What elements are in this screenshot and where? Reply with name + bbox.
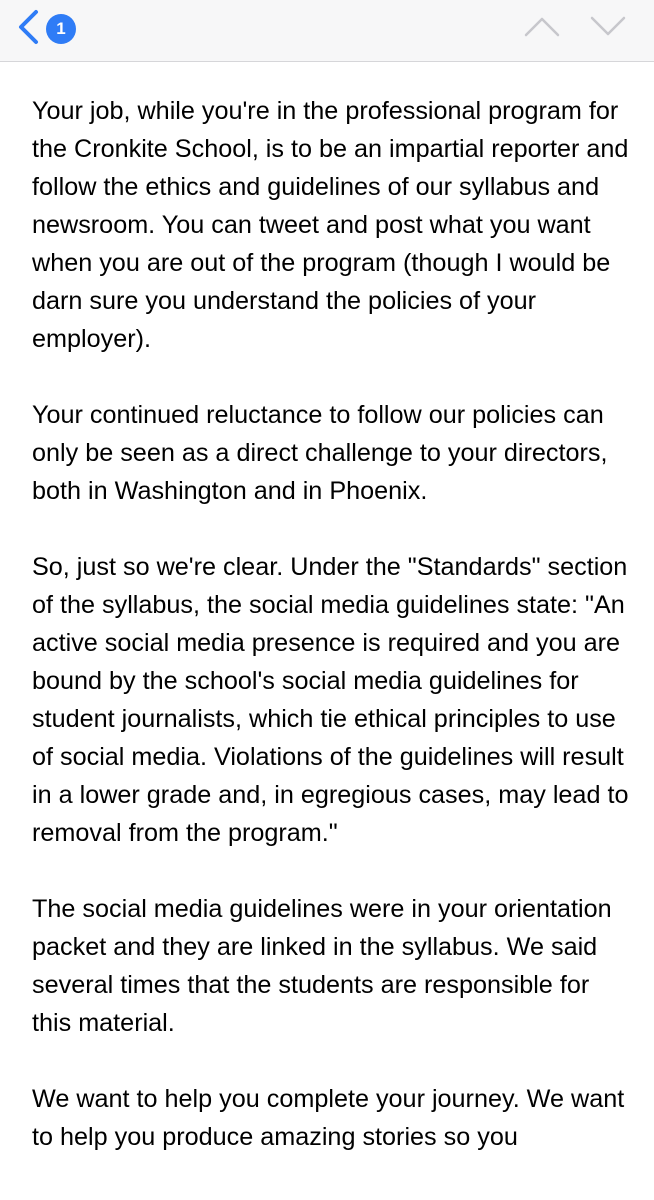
chevron-left-icon	[16, 8, 42, 48]
message-paragraph: Your job, while you're in the professional program for the Cronkite School, is to be an impartial reporter and follow the ethics and guidelines of our syllabus and newsroom. You can tweet and post what you want when you are out of the program (though I would be darn sure you understand the policies of your employer).	[32, 97, 629, 353]
next-message-button[interactable]	[590, 14, 626, 38]
unread-count-badge: 1	[46, 14, 76, 44]
navigation-bar	[0, 0, 654, 62]
message-paragraph: Your continued reluctance to follow our policies can only be seen as a direct challenge to your directors, both in Washington and in Phoenix.	[32, 401, 608, 505]
chevron-down-icon	[592, 18, 624, 34]
chevron-up-icon	[526, 19, 558, 35]
message-paragraph: So, just so we're clear. Under the "Standards" section of the syllabus, the social media guidelines state: "An active social media presence is required and you are bound by the school's social media guidelines for student journalists, which tie ethical principles to use of social media. Violations of the guidelines will result in a lower grade and, in egregious cases, may lead to removal from the program."	[32, 553, 629, 847]
message-body	[32, 92, 632, 1194]
back-button[interactable]	[16, 8, 88, 48]
message-paragraph: The social media guidelines were in your orientation packet and they are linked in the syllabus. We said several times that the students are responsible for this material.	[32, 895, 612, 1037]
previous-message-button[interactable]	[524, 14, 560, 38]
message-paragraph: We want to help you complete your journey. We want to help you produce amazing stories so you	[32, 1085, 625, 1151]
